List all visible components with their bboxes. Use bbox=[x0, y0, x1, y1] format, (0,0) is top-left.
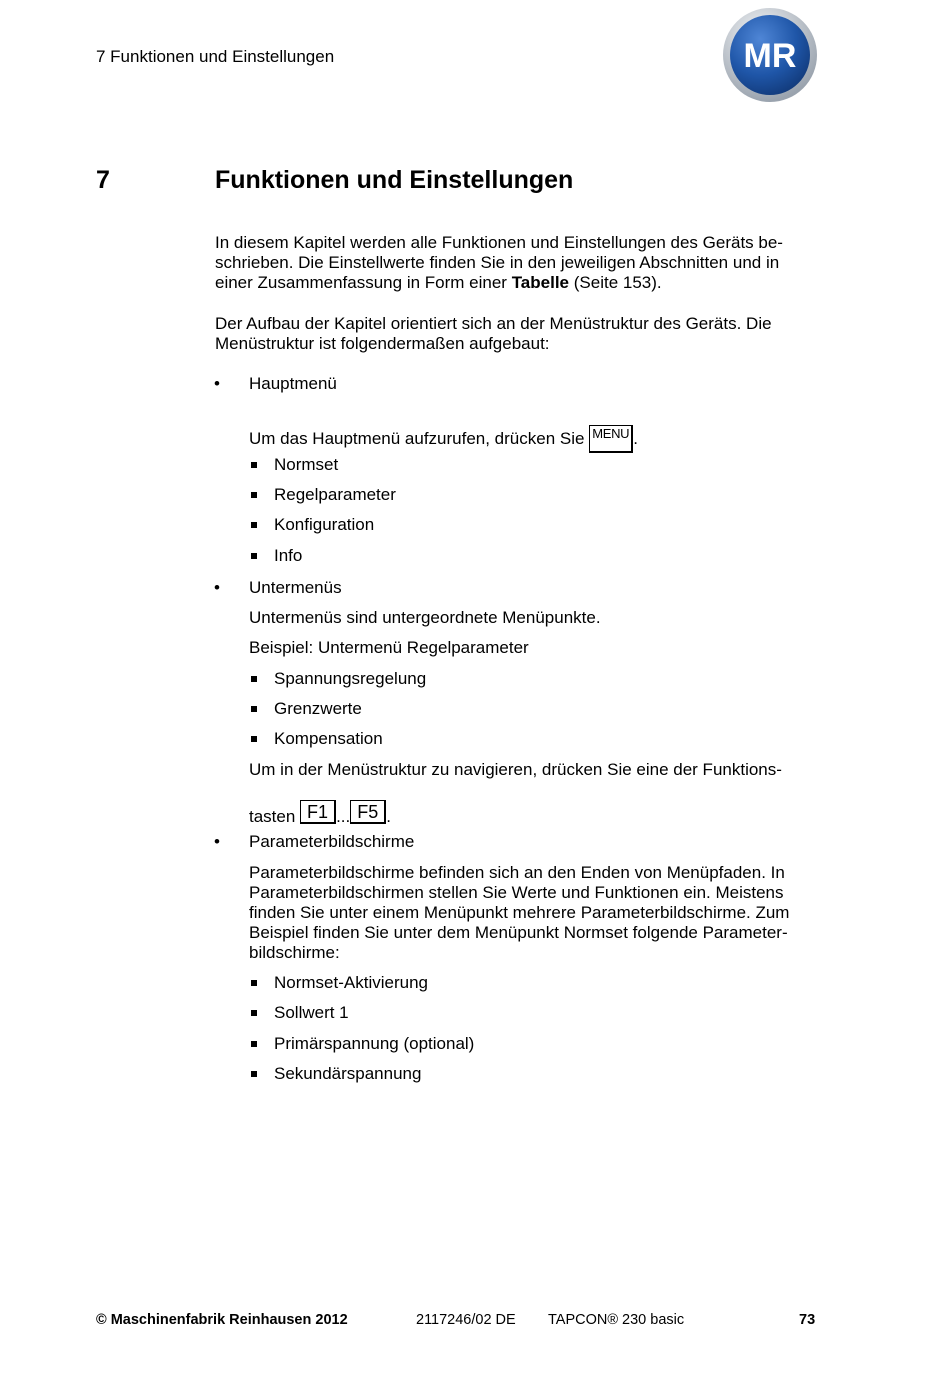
footer-copyright: © Maschinenfabrik Reinhausen 2012 bbox=[96, 1312, 348, 1328]
main-menu-instruction: Um das Hauptmenü aufzurufen, drücken Sie MENU . bbox=[249, 425, 638, 453]
structure-paragraph bbox=[215, 314, 772, 354]
intro-line: einer Zusammenfassung in Form einer Tabelle (Seite 153). bbox=[215, 273, 662, 292]
list-item: Sekundärspannung bbox=[274, 1064, 422, 1083]
description-line: finden Sie unter einem Menüpunkt mehrere Parameterbildschirme. Zum bbox=[249, 903, 790, 922]
square-bullet bbox=[251, 1071, 257, 1077]
list-item: Primärspannung (optional) bbox=[274, 1034, 475, 1053]
square-bullet bbox=[251, 1041, 257, 1047]
menu-key[interactable]: MENU bbox=[589, 425, 633, 453]
description-line: Parameterbildschirme befinden sich an den Enden von Menüpfaden. In bbox=[249, 863, 785, 882]
list-item: Regelparameter bbox=[274, 485, 396, 504]
bullet-point: • bbox=[214, 374, 220, 393]
bullet-point: • bbox=[214, 578, 220, 597]
f5-key[interactable]: F5 bbox=[350, 800, 386, 824]
chapter-number: 7 bbox=[96, 166, 110, 194]
list-item: Konfiguration bbox=[274, 515, 375, 534]
square-bullet bbox=[251, 706, 257, 712]
structure-line: Der Aufbau der Kapitel orientiert sich an der Menüstruktur des Geräts. Die bbox=[215, 314, 772, 333]
table-link[interactable]: Tabelle bbox=[511, 273, 570, 292]
square-bullet bbox=[251, 980, 257, 986]
structure-line: Menüstruktur ist folgendermaßen aufgebaut: bbox=[215, 334, 550, 353]
square-bullet bbox=[251, 736, 257, 742]
page-number: 73 bbox=[799, 1312, 816, 1328]
square-bullet bbox=[251, 553, 257, 559]
list-item: Kompensation bbox=[274, 729, 383, 748]
intro-paragraph bbox=[215, 233, 783, 293]
submenus-label: Untermenüs bbox=[249, 578, 342, 597]
list-item: Info bbox=[274, 546, 303, 565]
param-screens-description bbox=[249, 863, 789, 963]
description-line: Parameterbildschirmen stellen Sie Werte und Funktionen ein. Meistens bbox=[249, 883, 784, 902]
list-item: Normset-Aktivierung bbox=[274, 973, 428, 992]
running-header: 7 Funktionen und Einstellungen bbox=[96, 47, 335, 66]
footer-doc-number: 2117246/02 DE bbox=[416, 1312, 516, 1328]
mr-logo-text: MR bbox=[743, 37, 797, 75]
main-menu-label: Hauptmenü bbox=[249, 374, 337, 393]
list-item: Sollwert 1 bbox=[274, 1003, 349, 1022]
intro-line: schrieben. Die Einstellwerte finden Sie in den jeweiligen Abschnitten und in bbox=[215, 253, 780, 272]
param-screens-label: Parameterbildschirme bbox=[249, 832, 415, 851]
footer-product: TAPCON® 230 basic bbox=[548, 1312, 685, 1328]
description-line: Beispiel finden Sie unter dem Menüpunkt Normset folgende Parameter- bbox=[249, 923, 788, 942]
f1-key[interactable]: F1 bbox=[300, 800, 336, 824]
mr-logo bbox=[722, 7, 818, 103]
list-item: Normset bbox=[274, 455, 339, 474]
navigation-hint: Um in der Menüstruktur zu navigieren, drücken Sie eine der Funktions- bbox=[249, 760, 782, 779]
intro-line: In diesem Kapitel werden alle Funktionen und Einstellungen des Geräts be- bbox=[215, 233, 783, 252]
list-item: Spannungsregelung bbox=[274, 669, 427, 688]
description-line: bildschirme: bbox=[249, 943, 340, 962]
square-bullet bbox=[251, 1010, 257, 1016]
chapter-title: Funktionen und Einstellungen bbox=[215, 166, 574, 194]
list-item: Grenzwerte bbox=[274, 699, 362, 718]
square-bullet bbox=[251, 462, 257, 468]
submenus-example: Beispiel: Untermenü Regelparameter bbox=[249, 638, 529, 657]
square-bullet bbox=[251, 492, 257, 498]
submenus-description: Untermenüs sind untergeordnete Menüpunkte. bbox=[249, 608, 601, 627]
function-keys-line: tasten F1 ... F5 . bbox=[249, 802, 391, 826]
bullet-point: • bbox=[214, 832, 220, 851]
square-bullet bbox=[251, 522, 257, 528]
square-bullet bbox=[251, 676, 257, 682]
